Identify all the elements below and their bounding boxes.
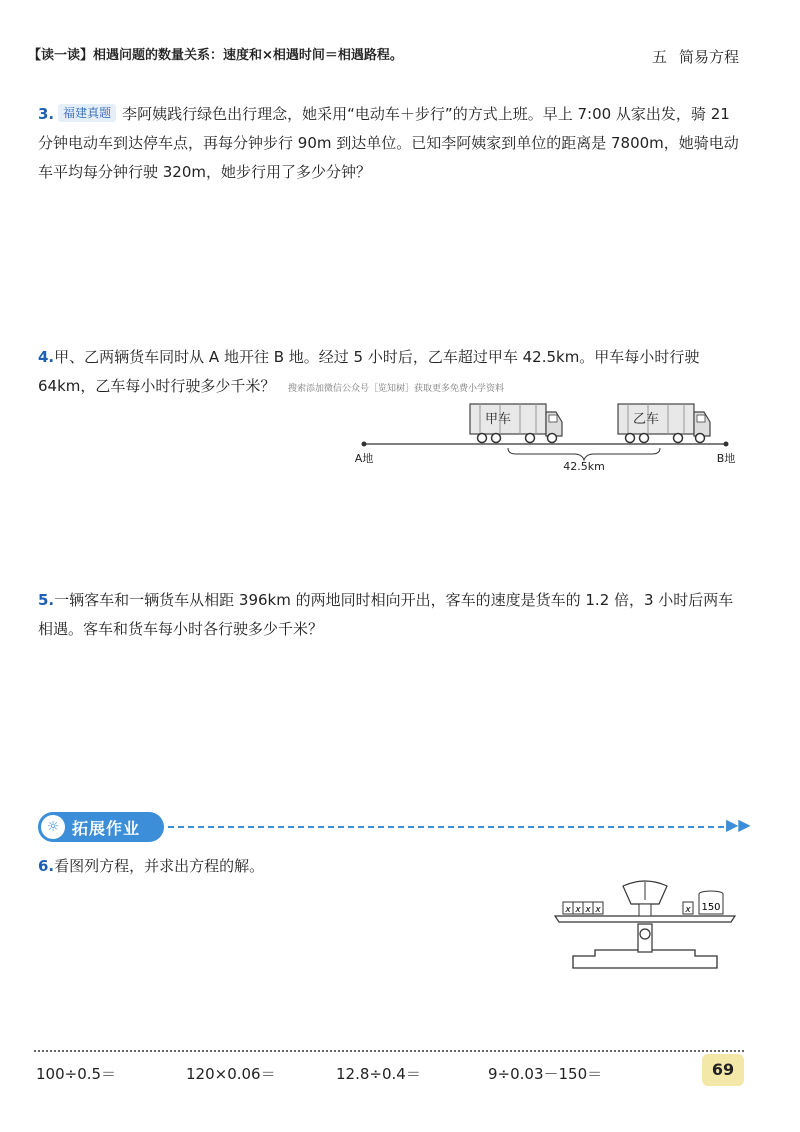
distance-brace [508,448,660,460]
question-number: 5. [38,591,55,609]
truck-yi-label: 乙车 [632,412,660,427]
question-text: 甲、乙两辆货车同时从 A 地开往 B 地。经过 5 小时后，乙车超过甲车 42.5km。甲车每小时行驶 64km，乙车每小时行驶多少千米？ [38,348,700,395]
chapter-title: 简易方程 [679,48,740,66]
question-number: 3. [38,105,55,123]
dial-stem [639,904,651,916]
calc-item-3: 12.8÷0.4＝ [336,1065,421,1083]
lightbulb-icon: ☼ [41,815,65,839]
truck-diagram [350,398,750,470]
left-x-blocks [563,902,603,915]
scale-beam [555,916,735,922]
left-x-label: x [595,905,601,915]
source-tag: 福建真题 [58,104,116,122]
weight-label: 150 [701,902,721,913]
question-number: 6. [38,857,55,875]
distance-label: 42.5km [563,460,605,470]
calc-item-1: 100÷0.5＝ [36,1065,117,1083]
point-b [724,442,729,447]
balance-scale-figure [545,872,745,974]
right-x-label: x [685,905,691,915]
question-number: 4. [38,348,55,366]
question-text: 李阿姨践行绿色出行理念，她采用“电动车＋步行”的方式上班。早上 7:00 从家出发，骑 21 分钟电动车到达停车点，再每分钟步行 90m 到达单位。已知李阿姨家到单位的距离是 7800m，她骑电动车平均每分钟行驶 320m，她步行用了多少分钟？ [38,105,739,181]
reading-tip: 【读一读】相遇问题的数量关系：速度和×相遇时间＝相遇路程。 [28,48,403,63]
left-x-label: x [575,905,581,915]
extension-divider [168,826,724,828]
question-3 [38,100,748,187]
extension-title: 拓展作业 [72,819,141,838]
left-x-label: x [585,905,591,915]
question-text: 看图列方程，并求出方程的解。 [54,857,265,875]
truck-jia-label: 甲车 [484,412,512,427]
point-b-label: B地 [716,452,736,465]
point-a [362,442,367,447]
left-x-label: x [565,905,571,915]
calc-item-4: 9÷0.03－150＝ [488,1065,603,1083]
watermark-text: 搜索添加微信公众号［览知树］获取更多免费小学资料 [288,384,505,394]
calc-divider [34,1050,744,1052]
truck-yi-icon [618,404,710,443]
point-a-label: A地 [354,452,374,465]
extension-badge [38,812,164,842]
question-text: 一辆客车和一辆货车从相距 396km 的两地同时相向开出，客车的速度是货车的 1.2 倍，3 小时后两车相遇。客车和货车每小时各行驶多少千米？ [38,591,734,638]
chapter-heading [652,46,751,67]
double-chevron-icon: ▶▶ [726,815,751,834]
scale-pivot [640,929,650,939]
chapter-number: 五 [652,48,668,66]
truck-jia-icon [470,404,562,443]
page-number: 69 [702,1054,744,1086]
scale-base [573,950,717,968]
calc-item-2: 120×0.06＝ [186,1065,276,1083]
question-5 [38,586,748,644]
